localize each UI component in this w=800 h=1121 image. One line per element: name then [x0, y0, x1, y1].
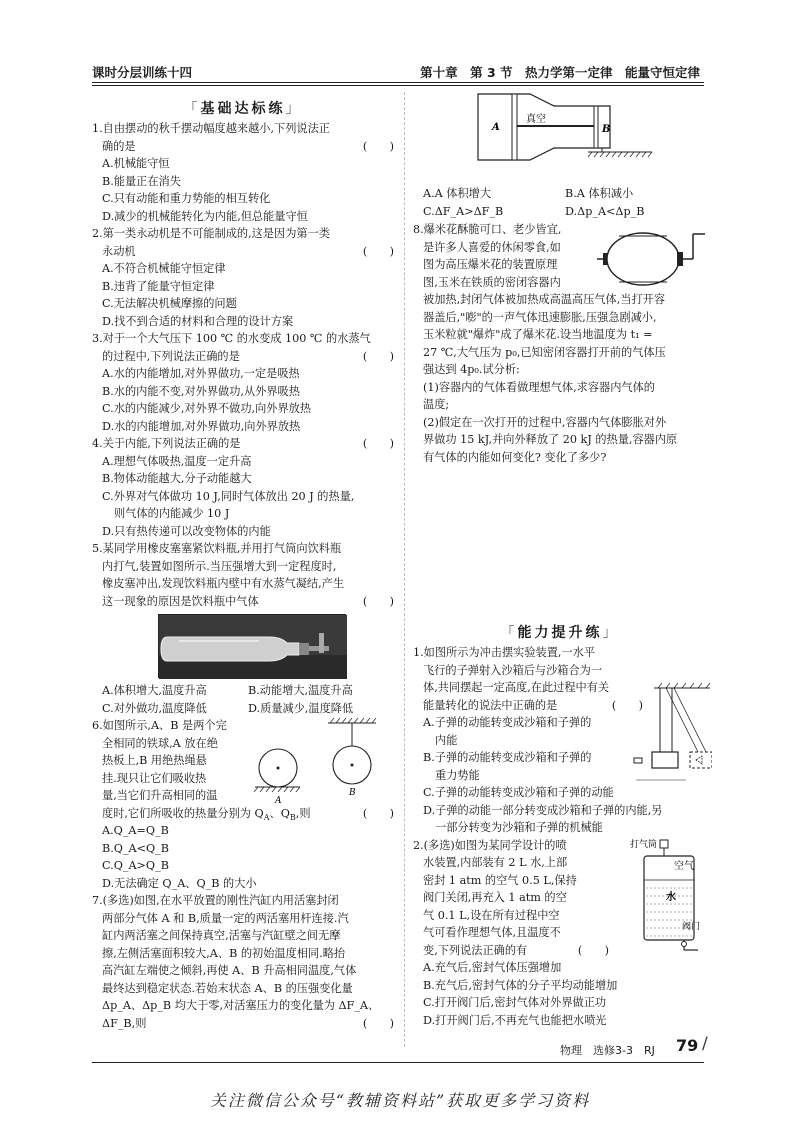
q7-option-c: C.ΔF_A>ΔF_B — [423, 204, 504, 218]
q1-stem-1: 1.自由摆动的秋千摆动幅度越来越小,下列说法正 — [92, 122, 330, 135]
a2-option-d: D.打开阀门后,不再充气也能把水喷光 — [423, 1013, 607, 1027]
ball-b-label: B — [349, 788, 356, 798]
q8-part1-a: (1)容器内的气体看做理想气体,求容器内气体的 — [423, 380, 655, 394]
q7-option-a: A.A 体积增大 — [423, 187, 492, 200]
a1-option-a-cont: 内能 — [435, 733, 458, 747]
q3-option-d: D.水的内能增加,对外界做功,向外界放热 — [102, 419, 301, 433]
popcorn-machine-figure — [595, 226, 707, 292]
a2-stem-5: 气 0.1 L,设在所有过程中空 — [423, 908, 560, 922]
q3-option-c: C.水的内能减少,对外界不做功,向外界放热 — [102, 402, 312, 415]
q6-stem-2: 全相同的铁球,A 放在绝 — [102, 736, 218, 750]
q7-stem-1: 7.(多选)如图,在水平放置的刚性汽缸内用活塞封闭 — [92, 894, 339, 907]
header-rule-thin — [92, 85, 704, 86]
q4-option-c: C.外界对气体做功 10 J,同时气体放出 20 J 的热量, — [102, 489, 355, 503]
a1-option-a: A.子弹的动能转变成沙箱和子弹的 — [423, 716, 592, 729]
q1-stem-2: 确的是 — [102, 139, 136, 153]
q6-stem-4: 挂.现只让它们吸收热 — [102, 771, 207, 785]
chamber-b-label: B — [602, 124, 611, 135]
q7-option-b: B.A 体积减小 — [565, 187, 634, 200]
page-number: 79 — [676, 1036, 699, 1055]
answer-paren: ( ) — [577, 943, 609, 957]
a1-option-b: B.子弹的动能转变成沙箱和子弹的 — [423, 751, 592, 764]
q7-option-d: D.Δp_A<Δp_B — [565, 204, 645, 218]
question-4 — [92, 435, 394, 540]
q6-stem-5: 量,当它们升高相同的温 — [102, 789, 218, 802]
answer-paren: ( ) — [362, 437, 394, 450]
q5-option-d: D.质量减少,温度降低 — [248, 701, 354, 715]
q7-stem-3: 缸内两活塞之间保持真空,活塞与汽缸壁之间无摩 — [102, 929, 341, 942]
q7-stem-5: 高汽缸左端使之倾斜,再使 A、B 升高相同温度,气体 — [102, 964, 357, 977]
a1-stem-3: 体,共同摆起一定高度,在此过程中有关 — [423, 681, 610, 694]
a2-stem-7: 变,下列说法正确的有 — [423, 943, 528, 957]
q8-part2-c: 有气体的内能如何变化? 变化了多少? — [423, 450, 607, 464]
q6-stem-3: 热板上,B 用绝热绳悬 — [102, 754, 207, 767]
q8-stem-8: 27 ℃,大气压为 p₀,已知密闭容器打开前的气体压 — [423, 345, 666, 359]
page-slash-icon: / — [702, 1034, 708, 1054]
question-6 — [92, 717, 394, 892]
q4-option-c-cont: 则气体的内能减少 10 J — [114, 507, 230, 520]
bottle-photo — [158, 614, 346, 678]
q7-stem-6: 最终达到稳定状态.若始末状态 A、B 的压强变化量 — [102, 981, 353, 995]
q6-stem-6: 度时,它们所吸收的热量分别为 $Q_A$、$Q_B$,则 — [102, 806, 311, 822]
water-label: 水 — [666, 892, 676, 903]
a2-stem-1: 2.(多选)如图为某同学设计的喷 — [413, 838, 567, 852]
q6-option-d: D.无法确定 Q_A、Q_B 的大小 — [102, 876, 257, 890]
q6-option-a: A.Q_A=Q_B — [102, 824, 169, 837]
q7-stem-2: 两部分气体 A 和 B,质量一定的两活塞用杆连接.汽 — [102, 911, 349, 925]
q5-option-b: B.动能增大,温度升高 — [248, 684, 353, 697]
a1-stem-2: 飞行的子弹射入沙箱后与沙箱合为一 — [423, 663, 603, 677]
q4-option-a: A.理想气体吸热,温度一定升高 — [102, 454, 252, 468]
footer-watermark: 关注微信公众号“教辅资料站”获取更多学习资料 — [209, 1091, 591, 1110]
q1-option-c: C.只有动能和重力势能的相互转化 — [102, 192, 271, 205]
q8-stem-4: 图,玉米在铁质的密闭容器内 — [423, 275, 561, 289]
q5-option-a: A.体积增大,温度升高 — [102, 684, 207, 697]
balls-figure — [250, 717, 390, 807]
ball-a-label: A — [275, 796, 282, 806]
q3-option-b: B.水的内能不变,对外界做功,从外界吸热 — [102, 384, 300, 398]
ballistic-pendulum-figure — [626, 682, 712, 786]
q5-stem-4: 这一现象的原因是饮料瓶中气体 — [102, 594, 259, 608]
a1-option-d: D.子弹的动能一部分转变成沙箱和子弹的内能,另 — [423, 803, 663, 817]
a1-option-d-cont: 一部分转变为沙箱和子弹的机械能 — [435, 821, 603, 834]
question-5 — [92, 540, 394, 717]
a2-stem-4: 阀门关闭,再充入 1 atm 的空 — [423, 891, 567, 904]
sprayer-figure — [630, 838, 710, 956]
q7-stem-7: Δp_A、Δp_B 均大于零,对活塞压力的变化量为 ΔF_A、 — [102, 999, 380, 1012]
a1-stem-1: 1.如图所示为冲击摆实验装置,一水平 — [413, 646, 596, 659]
q7-stem-8: ΔF_B,则 — [102, 1016, 147, 1030]
q4-option-b: B.物体动能越大,分子动能越大 — [102, 472, 252, 485]
q1-option-a: A.机械能守恒 — [102, 157, 170, 170]
header-left: 课时分层训练十四 — [92, 65, 193, 80]
q8-stem-7: 玉米粒就"爆炸"成了爆米花.设当地温度为 t₁ = — [423, 328, 653, 341]
air-label: 空气 — [674, 861, 694, 872]
q5-option-c: C.对外做功,温度降低 — [102, 701, 207, 715]
q3-option-a: A.水的内能增加,对外界做功,一定是吸热 — [102, 367, 300, 380]
q7-options — [413, 185, 707, 220]
answer-paren: ( ) — [362, 349, 394, 363]
q2-option-a: A.不符合机械能守恒定律 — [102, 262, 226, 275]
q2-stem-1: 2.第一类永动机是不可能制成的,这是因为第一类 — [92, 227, 330, 240]
valve-icon[interactable] — [682, 942, 687, 947]
header-rule — [92, 82, 704, 83]
q6-option-b: B.Q_A<Q_B — [102, 841, 169, 855]
section-title-basic: 「基础达标练」 — [183, 101, 303, 117]
vacuum-label: 真空 — [526, 114, 546, 125]
pump-label: 打气筒 — [630, 840, 658, 850]
a2-stem-6: 气可看作理想气体,且温度不 — [423, 926, 561, 939]
question-2 — [92, 225, 394, 330]
q5-stem-1: 5.某同学用橡皮塞塞紧饮料瓶,并用打气筒向饮料瓶 — [92, 542, 342, 555]
q8-part2-b: 界做功 15 kJ,并向外释放了 20 kJ 的热量,容器内原 — [423, 433, 678, 446]
q8-stem-6: 器盖后,"嘭"的一声气体迅速膨胀,压强急剧减小, — [423, 310, 657, 324]
q6-option-c: C.Q_A>Q_B — [102, 859, 169, 872]
q8-stem-2: 是许多人喜爱的休闲零食,如 — [423, 240, 561, 254]
answer-paren: ( ) — [362, 806, 394, 820]
answer-paren: ( ) — [362, 139, 394, 153]
q6-stem-1: 6.如图所示,A、B 是两个完 — [92, 719, 227, 732]
q1-option-b: B.能量正在消失 — [102, 174, 181, 188]
section-title-basic-text: 基础达标练 — [200, 101, 286, 117]
footer-subject: 物理 选修3-3 RJ — [560, 1044, 655, 1057]
q2-option-d: D.找不到合适的材料和合理的设计方案 — [102, 314, 294, 328]
left-column — [92, 98, 394, 1032]
a2-stem-2: 水装置,内部装有 2 L 水,上部 — [423, 856, 568, 869]
a2-option-a: A.充气后,密封气体压强增加 — [423, 961, 562, 974]
q2-option-b: B.违背了能量守恒定律 — [102, 279, 215, 293]
answer-paren: ( ) — [362, 594, 394, 608]
q8-stem-5: 被加热,封闭气体被加热成高温高压气体,当打开容 — [423, 293, 666, 306]
q4-option-d: D.只有热传递可以改变物体的内能 — [102, 524, 271, 538]
a2-option-b: B.充气后,密封气体的分子平均动能增加 — [423, 978, 618, 992]
answer-paren: ( ) — [362, 1016, 394, 1030]
q1-option-d: D.减少的机械能转化为内能,但总能量守恒 — [102, 209, 308, 223]
q8-stem-3: 图为高压爆米花的装置原理 — [423, 258, 558, 271]
header-right: 第十章 第 3 节 热力学第一定律 能量守恒定律 — [420, 65, 700, 80]
bottle-icon — [159, 615, 347, 679]
q5-stem-3: 橡皮塞冲出,发现饮料瓶内壁中有水蒸气凝结,产生 — [102, 577, 345, 590]
valve-label: 阀门 — [682, 922, 701, 932]
q3-stem-2: 的过程中,下列说法正确的是 — [102, 349, 240, 363]
q8-part2-a: (2)假定在一次打开的过程中,容器内气体膨胀对外 — [423, 415, 667, 429]
q2-option-c: C.无法解决机械摩擦的问题 — [102, 297, 237, 310]
q4-stem-1: 4.关于内能,下列说法正确的是 — [92, 437, 241, 450]
question-7 — [92, 892, 394, 1032]
q3-stem-1: 3.对于一个大气压下 100 ℃ 的水变成 100 ℃ 的水蒸气 — [92, 332, 371, 345]
q2-stem-2: 永动机 — [102, 244, 136, 258]
column-divider — [404, 92, 405, 1047]
chamber-a-label: A — [492, 122, 500, 133]
q7-stem-4: 擦,左侧活塞面积较大,A、B 的初始温度相同.略抬 — [102, 946, 346, 960]
section-title-advanced: 「能力提升练」 — [500, 625, 620, 641]
question-3 — [92, 330, 394, 435]
question-1 — [92, 120, 394, 225]
a2-option-c: C.打开阀门后,密封气体对外界做正功 — [423, 996, 607, 1009]
q5-stem-2: 内打气,装置如图所示.当压强增大到一定程度时, — [102, 559, 337, 573]
answer-paren: ( ) — [611, 698, 643, 712]
q8-stem-1: 8.爆米花酥脆可口、老少皆宜, — [413, 223, 562, 236]
a1-option-b-cont: 重力势能 — [435, 768, 480, 782]
a2-stem-3: 密封 1 atm 的空气 0.5 L,保持 — [423, 873, 577, 887]
a1-option-c: C.子弹的动能转变成沙箱和子弹的动能 — [423, 786, 614, 799]
section-title-advanced-text: 能力提升练 — [517, 625, 603, 641]
q8-part1-b: 温度; — [423, 398, 450, 411]
a1-stem-4: 能量转化的说法中正确的是 — [423, 698, 558, 712]
footer-rule — [92, 1062, 704, 1063]
q8-stem-9: 强达到 4p₀.试分析: — [423, 363, 520, 376]
answer-paren: ( ) — [362, 244, 394, 258]
cylinder-figure — [470, 92, 660, 170]
